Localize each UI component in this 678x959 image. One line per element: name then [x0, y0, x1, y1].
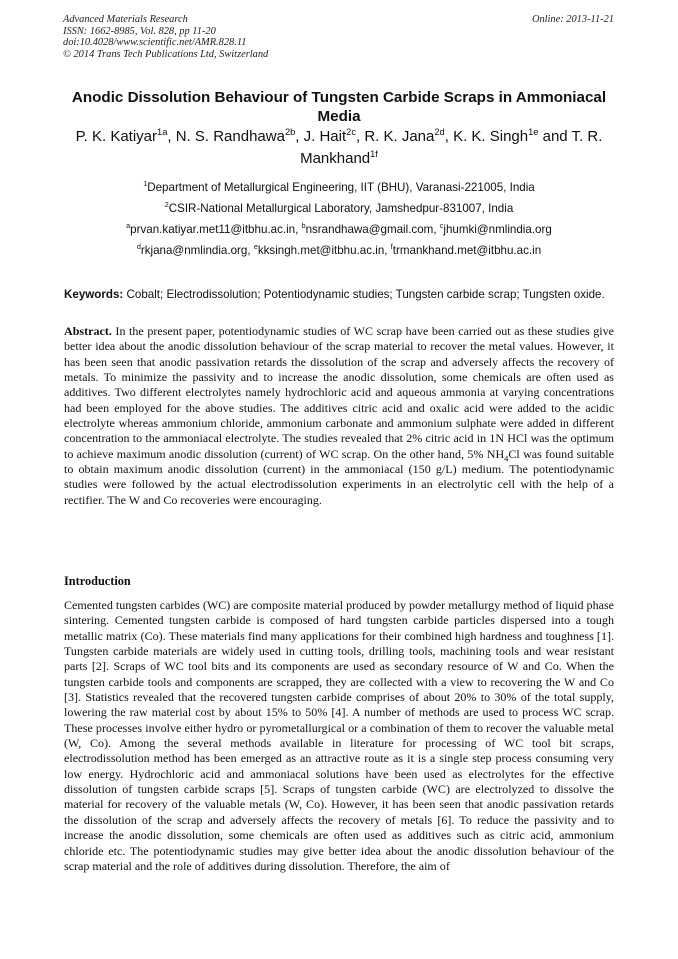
author-separator: ,	[167, 128, 176, 145]
issn-line: ISSN: 1662-8985, Vol. 828, pp 11-20	[63, 25, 216, 37]
keywords-text: Cobalt; Electrodissolution; Potentiodynamic studies; Tungsten carbide scrap; Tungsten oxide.	[123, 288, 605, 301]
author-separator: and	[538, 128, 572, 145]
introduction-paragraph: Cemented tungsten carbides (WC) are composite material produced by powder metallurgy method of liquid phase sintering. Cemented tungsten carbide is composed of hard tungsten carbide particles dispersed into a tough metallic matrix (Co). These materials find many applications for their combined high hardness and toughness [1]. Tungsten carbide materials are widely used in cutting tools, drilling tools, machining tools and wear resistant parts [2]. Scraps of WC tool bits and its components are used as secondary resource of W and Co. When the tungsten carbide tools and components are scrapped, they are collected with a view to recovering the W and Co [3]. Statistics revealed that the recovered tungsten carbide comprises of about 20% to 30% of the total supply, lowering the raw material cost by about 15% to 50% [4]. A number of methods are used to process WC scrap. These processes involve either hydro or pyrometallurgical or a combination of them to recover the valuable metal (W, Co). Among the several methods available in literature for processing of WC tool bit scraps, electrodissolution method has been emerged as an attractive route as it is a single step process consuming very low energy. Hydrochloric acid and ammoniacal solutions have been used as electrolytes for the effective dissolution of tungsten carbide scraps [5]. Scraps of tungsten carbide (WC) are electrolyzed to dissolve the material for recovery of the valuable metals (W, Co). However, it has been seen that anodic passivation retards the dissolution of the scrap and adversely affects the recovery of metals [6]. To reduce the passivity and to increase the anodic dissolution, some chemicals are often used as additives such as citric acid, ammonium chloride etc. The potentiodynamic studies may give better idea about the anodic dissolution behaviour of the scrap material and the role of additives during dissolution. Therefore, the aim of	[64, 598, 614, 873]
doi-line[interactable]: doi:10.4028/www.scientific.net/AMR.828.11	[63, 37, 247, 49]
copyright-line: © 2014 Trans Tech Publications Ltd, Switzerland	[63, 48, 269, 60]
section-heading-introduction: Introduction	[64, 574, 131, 588]
author-mark: 1e	[528, 127, 539, 137]
author-list	[64, 126, 614, 170]
email-separator: ,	[433, 223, 440, 236]
author-name: J. Hait	[303, 128, 347, 145]
abstract-text: In the present paper, potentiodynamic studies of WC scrap have been carried out as these studies give better idea about the anodic dissolution behaviour of the scrap material to recover the metal values. However, it has been seen that anodic passivation retards the dissolution of the scrap and adversely affects the recovery of metals. To minimize the passivity and to increase the anodic dissolution, some chemicals are often used as additives. Two different electrolytes namely hydrochloric acid and aqueous ammonia at varying concentrations had been employed for the above studies. The additives citric acid and oxalic acid were added to the acidic electrolyte whereas ammonium chloride, ammonium carbonate and ammonium sulphate were added in different concentration to the ammoniacal electrolyte. The studies revealed that 2% citric acid in 1N HCl was the optimum to achieve maximum anodic dissolution (current) of WC scrap. On the other hand, 5% NH	[64, 324, 614, 461]
affiliation-mark: 1	[143, 179, 148, 189]
author-mark: 2b	[284, 127, 296, 137]
author-name: T. R. Mankhand	[300, 128, 603, 167]
email-separator: ,	[384, 244, 391, 257]
author-name: K. K. Singh	[453, 128, 529, 145]
online-date	[532, 14, 614, 26]
author-separator: ,	[295, 128, 304, 145]
abstract-text-continued: Cl was found suitable to obtain maximum anodic dissolution (current) in the ammoniacal (150 g/L) medium. The potentiodynamic studies were followed by the actual electrodissolution experiments in an electrolytic cell with the help of a rectifier. The W and Co recoveries were encouraging.	[64, 446, 615, 507]
email-link[interactable]: prvan.katiyar.met11@itbhu.ac.in	[130, 223, 296, 236]
keywords-paragraph	[64, 287, 614, 302]
author-mark: 1a	[157, 127, 168, 137]
affiliation-mark: 2	[164, 200, 169, 210]
email-line-2	[64, 244, 614, 257]
author-name: N. S. Randhawa	[175, 128, 285, 145]
email-link[interactable]: nsrandhawa@gmail.com	[305, 223, 434, 236]
online-date-text: Online: 2013-11-21	[531, 14, 614, 25]
affiliation-1	[64, 181, 614, 194]
email-mark: e	[253, 242, 258, 252]
journal-header	[63, 14, 268, 60]
email-mark: d	[136, 242, 141, 252]
email-mark: f	[390, 242, 393, 252]
author-name: R. K. Jana	[364, 128, 435, 145]
email-mark: b	[301, 221, 306, 231]
paper-title: Anodic Dissolution Behaviour of Tungsten Carbide Scraps in Ammoniacal Media	[71, 89, 607, 125]
email-separator: ,	[295, 223, 302, 236]
author-separator: ,	[355, 128, 365, 145]
abstract-paragraph	[64, 324, 614, 508]
journal-name: Advanced Materials Research	[63, 14, 188, 25]
email-mark: a	[126, 221, 131, 231]
keywords-label: Keywords:	[64, 288, 124, 301]
author-mark: 2c	[346, 127, 356, 137]
affiliation-2	[64, 202, 614, 215]
author-mark: 2d	[434, 127, 445, 137]
email-link[interactable]: kksingh.met@itbhu.ac.in	[257, 244, 385, 257]
email-link[interactable]: trmankhand.met@itbhu.ac.in	[392, 244, 542, 257]
subscript: 4	[504, 453, 509, 464]
abstract-label: Abstract.	[64, 324, 112, 338]
email-mark: c	[439, 221, 444, 231]
author-name: P. K. Katiyar	[75, 128, 158, 145]
email-line-1	[64, 223, 614, 236]
affiliation-text: CSIR-National Metallurgical Laboratory, Jamshedpur-831007, India	[168, 202, 514, 215]
email-link[interactable]: jhumki@nmlindia.org	[443, 223, 552, 236]
email-link[interactable]: rkjana@nmlindia.org	[140, 244, 248, 257]
author-mark: 1f	[370, 149, 378, 159]
affiliation-text: Department of Metallurgical Engineering, IIT (BHU), Varanasi-221005, India	[147, 181, 535, 194]
email-separator: ,	[247, 244, 254, 257]
author-separator: ,	[444, 128, 454, 145]
